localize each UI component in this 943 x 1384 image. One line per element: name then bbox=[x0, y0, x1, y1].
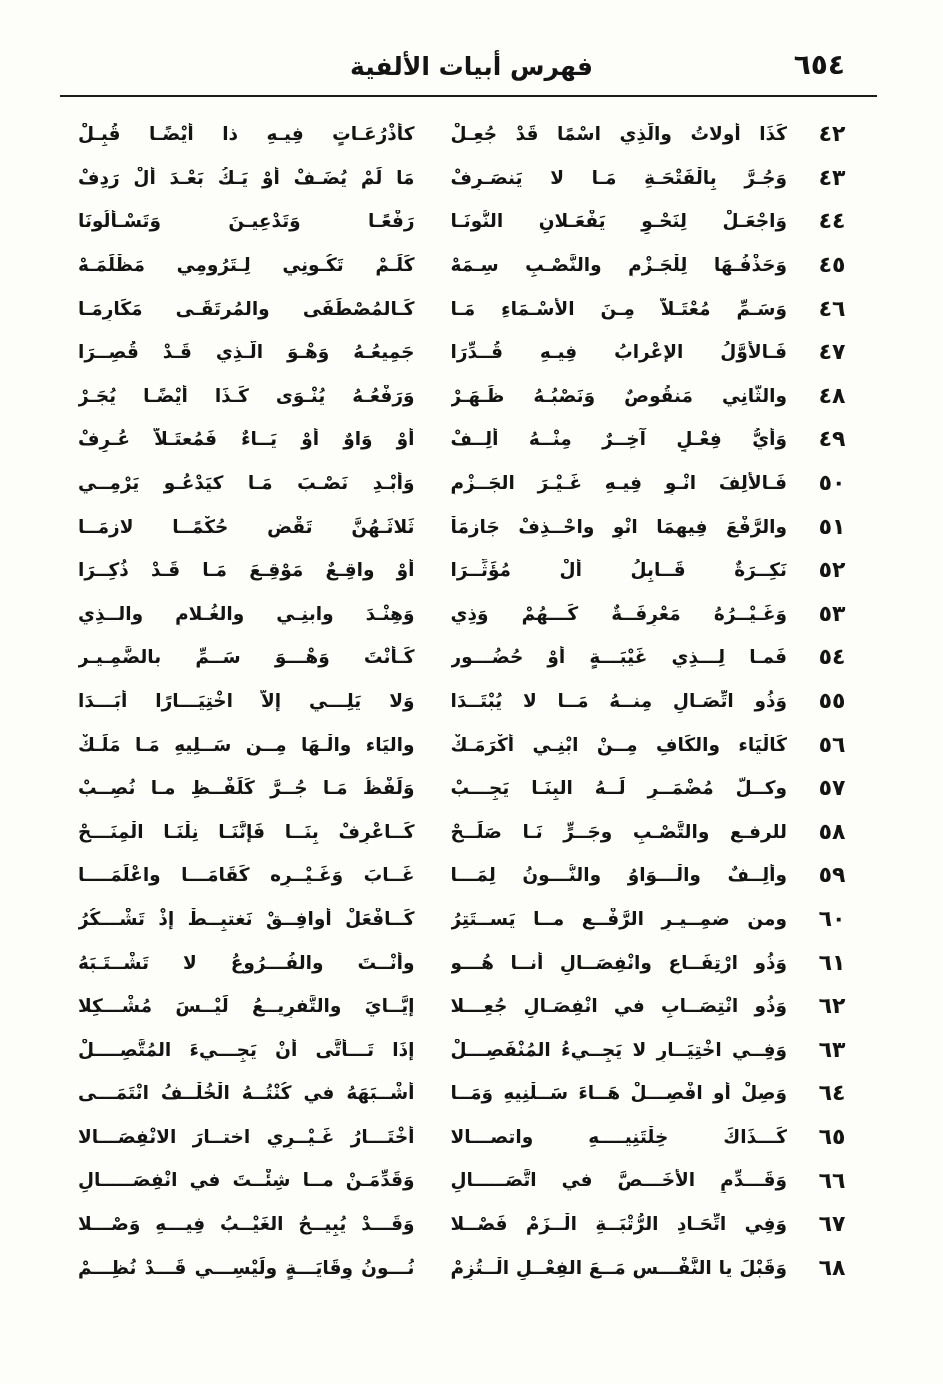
verse-row bbox=[78, 200, 857, 244]
second-hemistich: كَـالمُصْطَفَى والمُرتَقَـى مَكَارِمَـا bbox=[78, 298, 415, 320]
verse-row bbox=[78, 723, 857, 767]
verse-row bbox=[78, 636, 857, 680]
second-hemistich: جَمِيعُـهُ وَهْـوَ الَّـذِي قَـدْ قُصِــرَا bbox=[78, 342, 415, 364]
verse-row bbox=[78, 1072, 857, 1116]
verse-row bbox=[78, 941, 857, 985]
verse-number: ٥٧ bbox=[818, 776, 846, 802]
second-hemistich: رَفْعًـا وَتَدْعِيـنَ وَتَسْـأَلُونَا bbox=[78, 211, 415, 233]
second-hemistich: وَهِنْـدَ وابنِـي والغُـلامِ والــذِي bbox=[78, 603, 415, 625]
verse-number: ٤٧ bbox=[818, 340, 846, 366]
second-hemistich: وَأَبْـدِ نَصْـبَ مَـا كيَدْعُـو يَرْمِــي bbox=[78, 472, 415, 494]
verse-row bbox=[78, 1246, 857, 1290]
second-hemistich: كأَذْرُعَـاتٍ فِيـهِ ذا أَيْضًـا قُبِـلْ bbox=[78, 124, 415, 146]
verse-number: ٤٩ bbox=[818, 427, 846, 453]
verse-number: ٦٧ bbox=[818, 1212, 846, 1238]
first-hemistich: ومن ضمِــيـرِ الرَّفْــعِ مــا يَســتَتِرُ bbox=[450, 908, 787, 930]
verse-row bbox=[78, 811, 857, 855]
second-hemistich: إذَا تَـــأَتَّى أنْ يَجِـــيءَ المُتَّصِــــلْ bbox=[78, 1039, 415, 1061]
second-hemistich: كَلَـمْ تَكُـونِي لِـتَرُومِي مَظْلَمَـهْ bbox=[78, 255, 415, 277]
verse-row bbox=[78, 898, 857, 942]
second-hemistich: إيَّــايَ والتَّفرِيــعُ لَيْــسَ مُشْـــكِلا bbox=[78, 996, 415, 1018]
verse-number: ٥٤ bbox=[818, 645, 846, 671]
verse-row bbox=[78, 854, 857, 898]
verse-number: ٥٦ bbox=[818, 732, 846, 758]
verse-row bbox=[78, 331, 857, 375]
header-rule bbox=[60, 95, 877, 97]
first-hemistich: والثَّانِي مَنقُوصٌ وَنَصْبُـهُ ظَـهَـرْ bbox=[450, 385, 787, 407]
second-hemistich: أخْتَـــارُ غَـيْــرِي اختــارَ الانْفِصَـــالا bbox=[78, 1126, 415, 1148]
second-hemistich: وَقَدِّمَـنْ مــا شِئْــتَ في انْفِصَـــــالِ bbox=[78, 1170, 415, 1192]
first-hemistich: فَـالأَوَّلُ الإعْرابُ فِيـهِ قُــدِّرَا bbox=[450, 342, 787, 364]
first-hemistich: وأَلِــفٌ والْـــوَاوُ والنُّـــونُ لِمَـــا bbox=[450, 865, 787, 887]
verse-row bbox=[78, 1028, 857, 1072]
second-hemistich: كَــافْعَلْ أُوافِــقْ نَغتبِــطْ إذْ تَشْـــكُرُ bbox=[78, 908, 415, 930]
verse-row bbox=[78, 1116, 857, 1160]
first-hemistich: نَكِــرَةٌ قَــابِلُ أَلْ مُؤَثِّــرَا bbox=[450, 560, 787, 582]
second-hemistich: أشْــبَهَهُ في كُنْتُــهُ الْخُلْــفُ انْتَمَـــى bbox=[78, 1083, 415, 1105]
verse-row bbox=[78, 244, 857, 288]
verse-row bbox=[78, 549, 857, 593]
verse-row bbox=[78, 1159, 857, 1203]
verse-row bbox=[78, 375, 857, 419]
first-hemistich: كَـــذَاكَ خِلْتَنِيــــهِ واتصـــالا bbox=[450, 1126, 787, 1148]
verse-number: ٦٦ bbox=[818, 1168, 846, 1194]
first-hemistich: كَالْيَاء والكَافِ مِــنْ ابْنِـي أَكْرَمَـكْ bbox=[450, 734, 787, 756]
first-hemistich: كَذَا أُولاتُ والَّذِي اسْمًا قَدْ جُعِـلْ bbox=[450, 124, 787, 146]
verse-rows bbox=[0, 97, 943, 1290]
second-hemistich: غَــابَ وَغَـيْــرِه كَقَامَـــا واعْلَمَــــا bbox=[78, 865, 415, 887]
first-hemistich: وَقَـــدِّمِ الأَخَـــصَّ في اتَّصَـــــالِ bbox=[450, 1170, 787, 1192]
verse-row bbox=[78, 985, 857, 1029]
first-hemistich: وَذُو ارْتِفَــاعٍ وانْفِصَــالٍ أنــا هُـــو bbox=[450, 952, 787, 974]
first-hemistich: وَجُـرَّ بِالْفَتْحَـةِ مَـا لا يَنصَـرِفْ bbox=[450, 167, 787, 189]
verse-row bbox=[78, 157, 857, 201]
first-hemistich: وَذُو اتِّصَـالٍ مِنــهُ مَــا لا يُبْتَــدَا bbox=[450, 690, 787, 712]
verse-row bbox=[78, 462, 857, 506]
verse-row bbox=[78, 593, 857, 637]
first-hemistich: فَـالأَلِفَ انْـوِ فِيـهِ غَـيْـرَ الجَــزْمِ bbox=[450, 472, 787, 494]
second-hemistich: كَـأَنْتَ وَهْـــوَ سَــمِّ بالضَّمِـيـر bbox=[78, 647, 415, 669]
verse-row bbox=[78, 1203, 857, 1247]
verse-number: ٥٥ bbox=[818, 689, 846, 715]
first-hemistich: وَأَيُّ فِعْـلٍ آخِــرٌ مِنْــهُ أَلِــفْ bbox=[450, 429, 787, 451]
first-hemistich: وَاجْعَـلْ لِنَحْـوِ يَفْعَـلانِ النُّونَـا bbox=[450, 211, 787, 233]
first-hemistich: وَصِلْ أو افْصِـــلْ هَــاءَ سَــلْنِيهِ وَمَــا bbox=[450, 1083, 787, 1105]
second-hemistich: ثَلاثَـهُنَّ تَقْضِ حُكْمًــا لازِمَــا bbox=[78, 516, 415, 538]
second-hemistich: وَرَفْعُـهُ يُنْـوَى كَـذَا أَيْضًـا يُجَـرْ bbox=[78, 385, 415, 407]
verse-number: ٤٥ bbox=[818, 253, 846, 279]
verse-row bbox=[78, 505, 857, 549]
verse-row bbox=[78, 418, 857, 462]
second-hemistich: وَلا يَلِـــي إلاَّ اخْتِيَـــارًا أَبَـــدَا bbox=[78, 690, 415, 712]
page-number: ٦٥٤ bbox=[793, 48, 845, 81]
verse-row bbox=[78, 680, 857, 724]
second-hemistich: واليَاء والْـهَا مِــن سَــلِيهِ مَـا مَلَـكْ bbox=[78, 734, 415, 756]
first-hemistich: وَفِــي اخْتِيَــارٍ لا يَجِــيءُ المُنْفَصِـــلْ bbox=[450, 1039, 787, 1061]
verse-number: ٤٨ bbox=[818, 383, 846, 409]
second-hemistich: أَوْ وَاوٌ أَوْ يَــاءٌ فَمُعتَـلاًّ عُـرِفْ bbox=[78, 429, 415, 451]
second-hemistich: وَقَـــدْ يُبِيــحُ الغَيْــبُ فِيـــهِ وَصْـــلا bbox=[78, 1214, 415, 1236]
first-hemistich: وكــلُّ مُضْمَــرٍ لَــهُ البِنَـا يَجِـــبْ bbox=[450, 778, 787, 800]
verse-number: ٦٨ bbox=[818, 1255, 846, 1281]
page-header bbox=[0, 0, 943, 97]
second-hemistich: وأَنْــتَ والفُـــرُوعُ لا تَشْــتَـبَهُ bbox=[78, 952, 415, 974]
verse-number: ٤٣ bbox=[818, 165, 846, 191]
verse-number: ٤٢ bbox=[818, 122, 846, 148]
verse-row bbox=[78, 767, 857, 811]
verse-row bbox=[78, 287, 857, 331]
verse-number: ٥٨ bbox=[818, 819, 846, 845]
verse-number: ٥١ bbox=[818, 514, 846, 540]
verse-number: ٦٠ bbox=[818, 906, 846, 932]
first-hemistich: وَذُو انْتِصَــابِ في انْفِصَـالٍ جُعِـــلا bbox=[450, 996, 787, 1018]
verse-number: ٦٥ bbox=[818, 1124, 846, 1150]
second-hemistich: كَــاعْرِفْ بِنَــا فَإنَّنَـا نِلْنَـا الْمِنَـــحْ bbox=[78, 821, 415, 843]
verse-number: ٥٠ bbox=[818, 471, 846, 497]
verse-number: ٥٩ bbox=[818, 863, 846, 889]
first-hemistich: وَفِي اتِّحَـادِ الرُّتْبَــةِ الْــزَمْ فَصْــلا bbox=[450, 1214, 787, 1236]
second-hemistich: نُـــونُ وِقَايَـــةٍ ولَيْسِـــي قَـــدْ نُظِـــمْ bbox=[78, 1257, 415, 1279]
verse-number: ٤٤ bbox=[818, 209, 846, 235]
first-hemistich: للرفـعِ والتَّصْـبِ وجَــرٍّ نَـا صَلَــحْ bbox=[450, 821, 787, 843]
first-hemistich: فَمـا لِـــذِي غَيْبَـــةٍ أَوْ حُضُـــور bbox=[450, 647, 787, 669]
second-hemistich: مَا لَمْ يُضَـفْ أَوْ يَـكُ بَعْـدَ أَلْ رَدِفْ bbox=[78, 167, 415, 189]
first-hemistich: وَحَذْفُـهَا لِلْجَـزْمِ والنَّصْـبِ سِـمَهْ bbox=[450, 255, 787, 277]
second-hemistich: وَلَفْظُ مَـا جُــرَّ كَلَفْــظِ مـا نُصِــبْ bbox=[78, 778, 415, 800]
second-hemistich: أَوْ واقِـعٌ مَوْقِـعَ مَـا قَـدْ ذُكِــرَا bbox=[78, 560, 415, 582]
page-title: فهرس أبيات الألفية bbox=[350, 52, 593, 81]
verse-number: ٦٤ bbox=[818, 1081, 846, 1107]
first-hemistich: وَسَـمِّ مُعْتَـلاًّ مِـنَ الأَسْـمَاءِ مَـا bbox=[450, 298, 787, 320]
verse-number: ٥٢ bbox=[818, 558, 846, 584]
first-hemistich: وَقَبْلَ يا النَّفْـــسِ مَــعَ الفِعْــلِ الْــتُزِمْ bbox=[450, 1257, 787, 1279]
verse-number: ٦٢ bbox=[818, 994, 846, 1020]
verse-row bbox=[78, 113, 857, 157]
first-hemistich: والرَّفْعَ فِيهِمَا انْوِ واحْــذِفْ جَازِمَاْ bbox=[450, 516, 787, 538]
verse-number: ٦٣ bbox=[818, 1037, 846, 1063]
verse-number: ٤٦ bbox=[818, 296, 846, 322]
first-hemistich: وَغَـيْــرُهُ مَعْرِفَــةٌ كَـــهُمْ وَذِي bbox=[450, 603, 787, 625]
verse-number: ٦١ bbox=[818, 950, 846, 976]
verse-number: ٥٣ bbox=[818, 601, 846, 627]
